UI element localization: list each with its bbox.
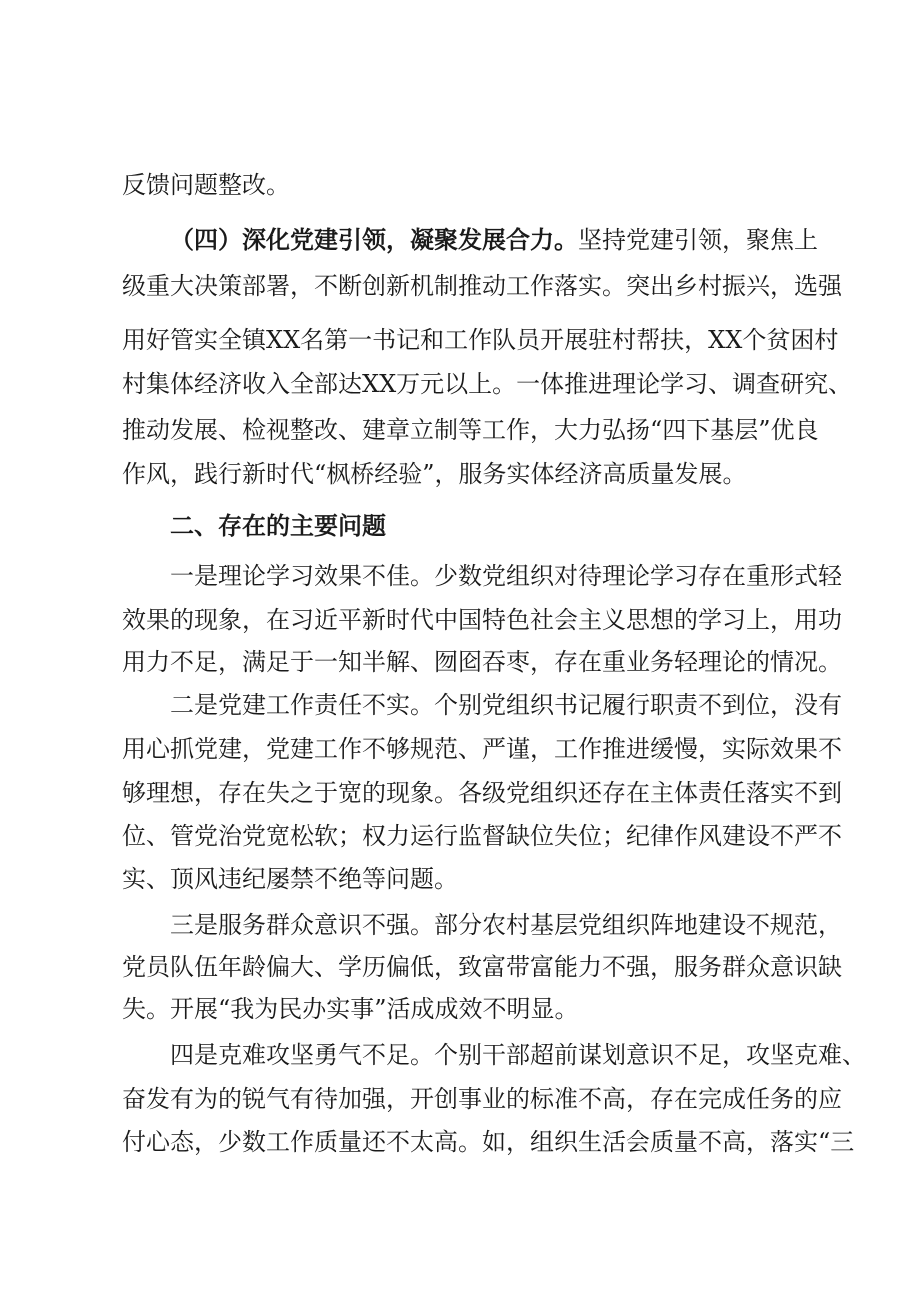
paragraph-line: 级重大决策部署，不断创新机制推动工作落实。突出乡村振兴，选强 [122, 272, 842, 300]
paragraph-line: 奋发有为的锐气有待加强，开创事业的标准不高，存在完成任务的应 [122, 1085, 842, 1113]
paragraph-line: 二是党建工作责任不实。个别党组织书记履行职责不到位，没有 [170, 691, 842, 719]
paragraph-line: 付心态，少数工作质量还不太高。如，组织生活会质量不高，落实“三 [122, 1128, 855, 1156]
paragraph-line: 位、管党治党宽松软；权力运行监督缺位失位；纪律作风建设不严不 [122, 822, 842, 850]
paragraph-line: 用心抓党建，党建工作不够规范、严谨，工作推进缓慢，实际效果不 [122, 735, 842, 763]
section-four-title: （四）深化党建引领，凝聚发展合力。 [170, 225, 578, 254]
paragraph-line: 党员队伍年龄偏大、学历偏低，致富带富能力不强，服务群众意识缺 [122, 953, 842, 981]
section-four-line-text: 坚持党建引领，聚焦上 [578, 226, 818, 254]
paragraph-line: 一是理论学习效果不佳。少数党组织对待理论学习存在重形式轻 [170, 562, 842, 590]
paragraph-line: 三是服务群众意识不强。部分农村基层党组织阵地建设不规范， [170, 911, 842, 939]
paragraph-line: 四是克难攻坚勇气不足。个别干部超前谋划意识不足，攻坚克难、 [170, 1041, 866, 1069]
paragraph-line: 失。开展“我为民办实事”活成成效不明显。 [122, 995, 579, 1023]
section-heading: 二、存在的主要问题 [170, 512, 386, 540]
paragraph-line: 反馈问题整改。 [122, 171, 290, 199]
paragraph-line: 用力不足，满足于一知半解、囫囵吞枣，存在重业务轻理论的情况。 [122, 648, 842, 676]
paragraph-line: 效果的现象，在习近平新时代中国特色社会主义思想的学习上，用功 [122, 606, 842, 634]
paragraph-line: 实、顶风违纪屡禁不绝等问题。 [122, 865, 458, 893]
paragraph-line: 推动发展、检视整改、建章立制等工作，大力弘扬“四下基层”优良 [122, 416, 819, 444]
paragraph-line: 作风，践行新时代“枫桥经验”，服务实体经济高质量发展。 [122, 460, 747, 488]
section-four-first-line [170, 225, 818, 255]
paragraph-line: 用好管实全镇XX名第一书记和工作队员开展驻村帮扶，XX个贫困村 [122, 326, 839, 354]
paragraph-line: 够理想，存在失之于宽的现象。各级党组织还存在主体责任落实不到 [122, 779, 842, 807]
paragraph-line: 村集体经济收入全部达XX万元以上。一体推进理论学习、调查研究、 [122, 370, 853, 398]
